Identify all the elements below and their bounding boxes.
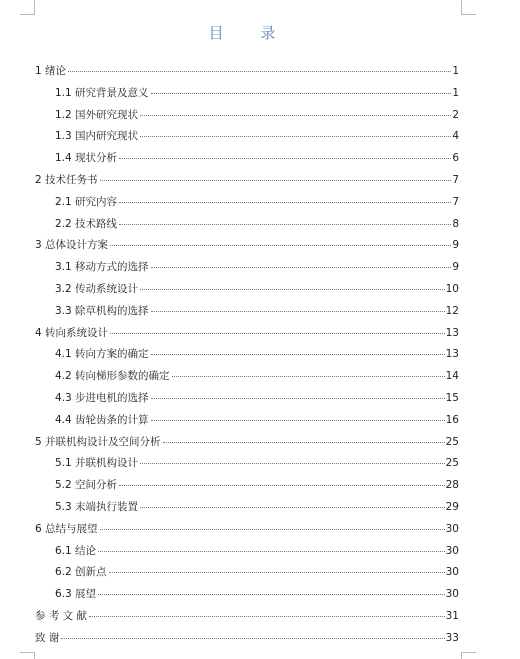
toc-entry-title: 3.2 传动系统设计	[55, 282, 139, 295]
toc-entry-title: 5.1 并联机构设计	[55, 457, 139, 470]
toc-entry-title: 5 并联机构设计及空间分析	[35, 435, 161, 448]
toc-entry-title: 致 谢	[35, 631, 60, 644]
toc-dot-leader	[151, 93, 452, 94]
toc-dot-leader	[140, 463, 445, 464]
toc-entry[interactable]	[35, 237, 459, 259]
toc-entry-title: 4.2 转向梯形参数的确定	[55, 370, 170, 383]
page-corner-mark-top-right	[461, 0, 476, 15]
toc-entry-page-number: 29	[445, 500, 459, 513]
toc-dot-leader	[140, 289, 445, 290]
toc-entry-title: 4 转向系统设计	[35, 326, 109, 339]
toc-entry[interactable]	[35, 281, 459, 303]
toc-dot-leader	[110, 333, 445, 334]
toc-entry[interactable]	[35, 150, 459, 172]
toc-dot-leader	[100, 529, 445, 530]
toc-entry[interactable]	[35, 608, 459, 630]
toc-entry-title: 5.2 空间分析	[55, 479, 118, 492]
toc-entry[interactable]	[35, 586, 459, 608]
toc-entry[interactable]	[35, 63, 459, 85]
toc-dot-leader	[151, 354, 445, 355]
toc-entry-page-number: 25	[445, 435, 459, 448]
toc-entry-page-number: 13	[445, 326, 459, 339]
toc-entry[interactable]	[35, 172, 459, 194]
toc-dot-leader	[110, 245, 451, 246]
toc-entry-title: 3.3 除草机构的选择	[55, 304, 149, 317]
toc-entry-title: 1.1 研究背景及意义	[55, 86, 149, 99]
toc-entry-title: 2 技术任务书	[35, 173, 98, 186]
toc-entry-page-number: 4	[452, 130, 459, 143]
toc-entry-page-number: 28	[445, 479, 459, 492]
toc-entry-page-number: 14	[445, 370, 459, 383]
toc-entry-title: 6.3 展望	[55, 588, 97, 601]
toc-dot-leader	[163, 442, 445, 443]
page-corner-mark-top-left	[20, 0, 35, 15]
toc-dot-leader	[119, 202, 451, 203]
toc-dot-leader	[140, 136, 451, 137]
toc-entry-title: 2.2 技术路线	[55, 217, 118, 230]
toc-entry[interactable]	[35, 216, 459, 238]
toc-entry[interactable]	[35, 412, 459, 434]
toc-dot-leader	[140, 507, 445, 508]
toc-entry[interactable]	[35, 128, 459, 150]
toc-entry-page-number: 25	[445, 457, 459, 470]
toc-dot-leader	[151, 398, 445, 399]
toc-entry[interactable]	[35, 477, 459, 499]
toc-entry-title: 6 总结与展望	[35, 522, 98, 535]
toc-entry[interactable]	[35, 434, 459, 456]
toc-entry-title: 1.3 国内研究现状	[55, 130, 139, 143]
toc-entry-page-number: 15	[445, 391, 459, 404]
toc-entry[interactable]	[35, 346, 459, 368]
toc-entry-page-number: 7	[452, 195, 459, 208]
toc-entry-page-number: 30	[445, 544, 459, 557]
toc-entry-title: 1.4 现状分析	[55, 152, 118, 165]
toc-entry-title: 6.2 创新点	[55, 566, 107, 579]
toc-entry-title: 5.3 末端执行装置	[55, 500, 139, 513]
toc-entry[interactable]	[35, 194, 459, 216]
toc-entry-page-number: 12	[445, 304, 459, 317]
toc-title: 目 录	[208, 24, 292, 42]
toc-entry-page-number: 7	[452, 173, 459, 186]
toc-entry-page-number: 30	[445, 588, 459, 601]
toc-entry[interactable]	[35, 259, 459, 281]
toc-entry[interactable]	[35, 499, 459, 521]
toc-dot-leader	[151, 311, 445, 312]
toc-dot-leader	[98, 594, 445, 595]
toc-entry-page-number: 8	[452, 217, 459, 230]
page-corner-mark-bottom-left	[20, 652, 35, 659]
toc-dot-leader	[68, 71, 451, 72]
toc-entry[interactable]	[35, 564, 459, 586]
toc-entry-page-number: 9	[452, 261, 459, 274]
toc-entry[interactable]	[35, 630, 459, 652]
toc-entry-page-number: 30	[445, 566, 459, 579]
toc-entry-title: 2.1 研究内容	[55, 195, 118, 208]
toc-entry-title: 参 考 文 献	[35, 609, 88, 622]
table-of-contents	[35, 63, 459, 652]
toc-entry-page-number: 13	[445, 348, 459, 361]
toc-dot-leader	[172, 376, 445, 377]
toc-entry-page-number: 6	[452, 152, 459, 165]
toc-entry[interactable]	[35, 85, 459, 107]
toc-dot-leader	[140, 115, 451, 116]
toc-entry[interactable]	[35, 107, 459, 129]
toc-entry-page-number: 2	[452, 108, 459, 121]
toc-dot-leader	[119, 224, 451, 225]
toc-entry-page-number: 31	[445, 609, 459, 622]
toc-dot-leader	[89, 616, 445, 617]
toc-dot-leader	[100, 180, 452, 181]
toc-entry[interactable]	[35, 325, 459, 347]
toc-entry[interactable]	[35, 390, 459, 412]
toc-entry-title: 3 总体设计方案	[35, 239, 109, 252]
toc-entry-title: 1 绪论	[35, 65, 67, 77]
toc-entry[interactable]	[35, 521, 459, 543]
toc-entry-page-number: 30	[445, 522, 459, 535]
toc-entry-title: 1.2 国外研究现状	[55, 108, 139, 121]
toc-entry-title: 4.3 步进电机的选择	[55, 391, 149, 404]
toc-entry-page-number: 1	[452, 86, 459, 99]
toc-entry-page-number: 9	[452, 239, 459, 252]
toc-entry-page-number: 10	[445, 282, 459, 295]
toc-dot-leader	[119, 158, 451, 159]
toc-dot-leader	[98, 551, 445, 552]
toc-entry[interactable]	[35, 543, 459, 565]
toc-entry-title: 4.1 转向方案的确定	[55, 348, 149, 361]
toc-dot-leader	[119, 485, 445, 486]
toc-entry[interactable]	[35, 368, 459, 390]
toc-entry-page-number: 16	[445, 413, 459, 426]
toc-dot-leader	[61, 638, 444, 639]
toc-entry-page-number: 1	[452, 65, 459, 77]
toc-entry-title: 4.4 齿轮齿条的计算	[55, 413, 149, 426]
toc-entry-page-number: 33	[445, 631, 459, 644]
toc-dot-leader	[151, 267, 452, 268]
page-corner-mark-bottom-right	[461, 652, 476, 659]
toc-dot-leader	[151, 420, 445, 421]
toc-entry[interactable]	[35, 303, 459, 325]
toc-dot-leader	[109, 572, 445, 573]
toc-entry-title: 6.1 结论	[55, 544, 97, 557]
toc-entry[interactable]	[35, 455, 459, 477]
toc-entry-title: 3.1 移动方式的选择	[55, 261, 149, 274]
